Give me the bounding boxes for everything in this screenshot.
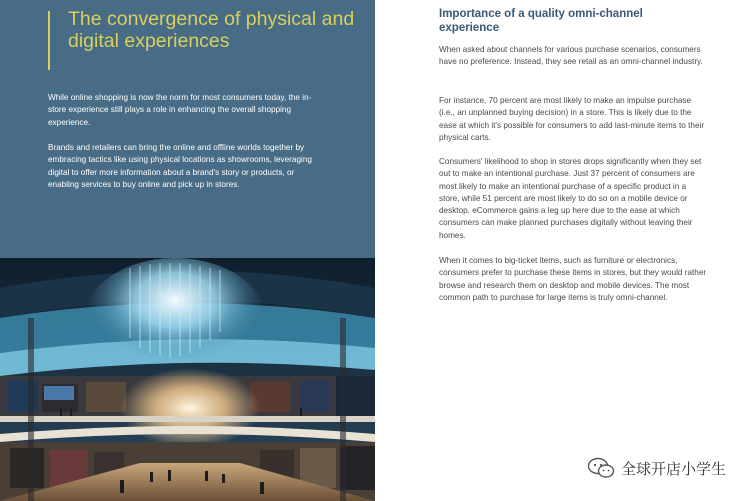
intro-paragraph: While online shopping is now the norm for most consumers today, the in-store experience still plays a role in enhancing the overall shopping experience.: [48, 93, 312, 127]
shopping-mall-photo: [0, 258, 375, 501]
page-headline: The convergence of physical and digital experiences: [68, 8, 355, 52]
accent-bar: [48, 11, 50, 70]
watermark: [587, 456, 726, 480]
section-title: Importance of a quality omni-channel experience: [439, 8, 643, 34]
body-paragraph: When asked about channels for various purchase scenarios, consumers have no preference. Instead, they see retail as an omni-channel industry.: [439, 45, 703, 67]
watermark-text: 全球开店小学生: [620, 459, 726, 478]
intro-panel: [0, 0, 375, 258]
wechat-icon: [587, 457, 615, 479]
body-paragraph: When it comes to big-ticket items, such as furniture or electronics, consumers prefer to purchase these items in stores, but they would rather browse and research them on desktop and mobile devices. The most common path to purchase for large items is truly omni-channel.: [439, 256, 707, 302]
body-paragraph: Consumers' likelihood to shop in stores drops significantly when they set out to make an intentional purchase. Just 37 percent of consumers are most likely to make an intentional purchase of a specific product in a store, while 51 percent are most likely to do so on a mobile device or desktop. eCommerce gains a leg up here due to the ease at which consumers can make planned purchases digitally without leaving their homes.: [439, 157, 702, 240]
intro-paragraph: Brands and retailers can bring the online and offline worlds together by embracing tactics like using physical locations as showrooms, leveraging digital to offer more information about a brand's story or products, or enabling services to buy online and pick up in stores.: [48, 143, 312, 189]
content-panel: [375, 0, 750, 501]
body-paragraph: For instance, 70 percent are most likely to make an impulse purchase (i.e., an unplanned buying decision) in a store. This is likely due to the ease at which it's possible for consumers to add last-minute items to their physical carts.: [439, 96, 705, 142]
